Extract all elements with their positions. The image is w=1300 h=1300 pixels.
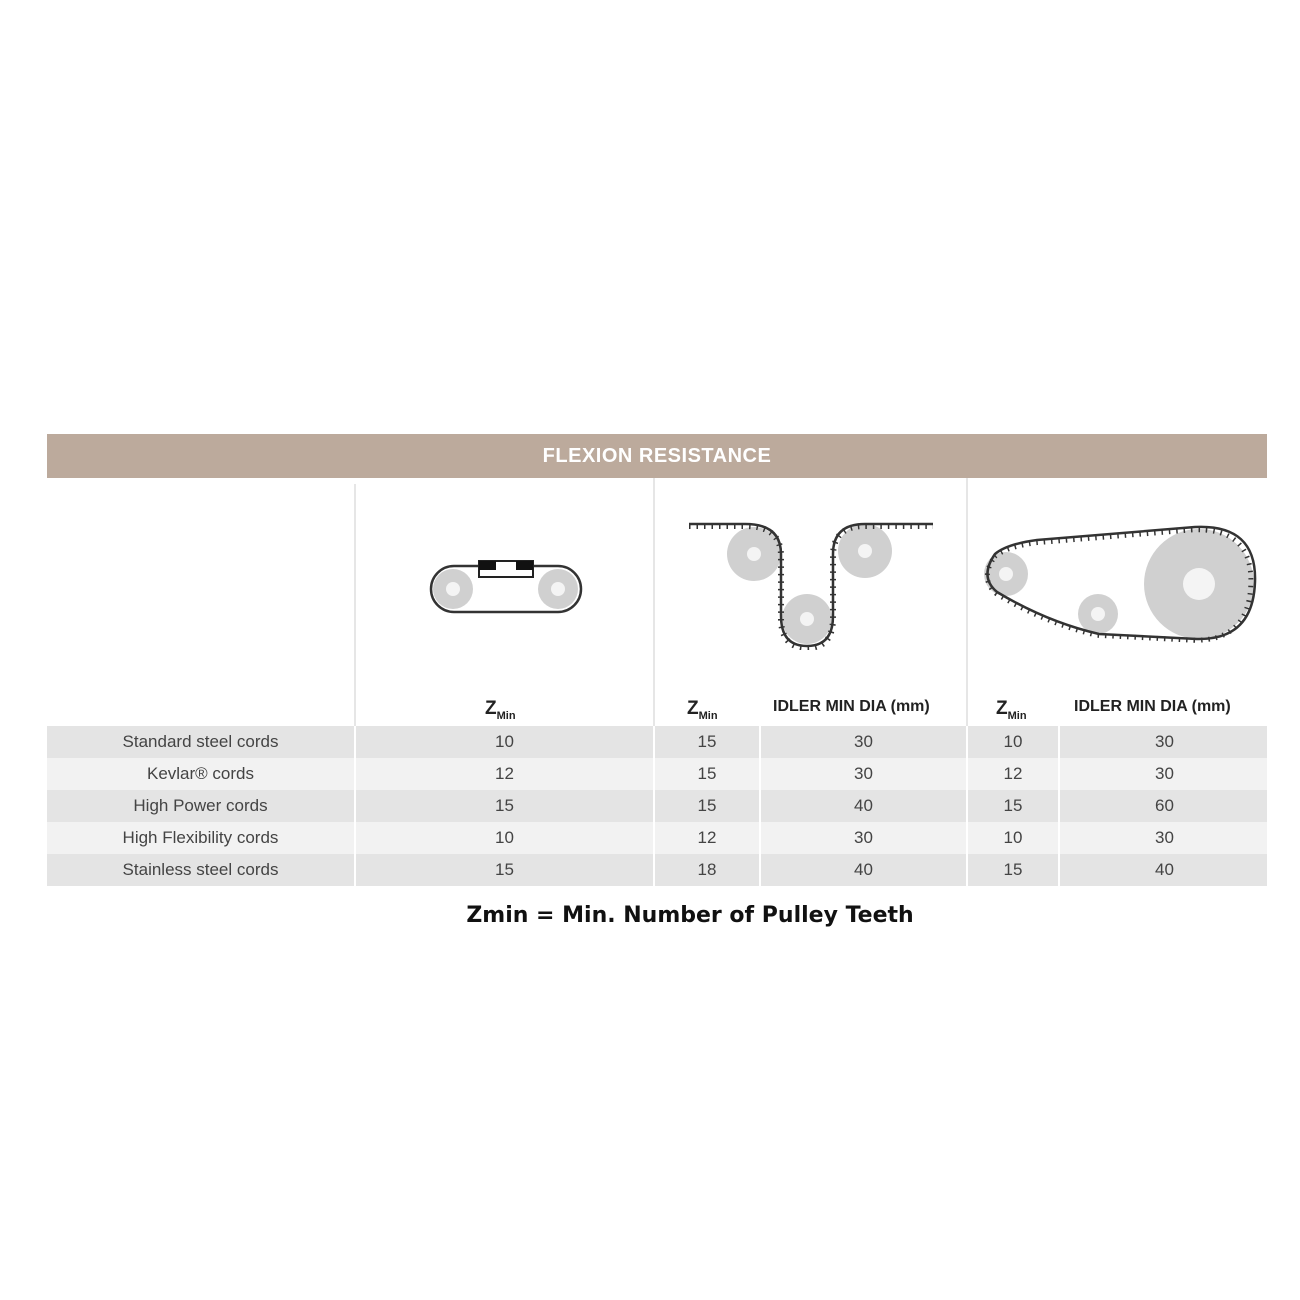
cell-idler-1: 40 [759, 854, 966, 886]
cell-zmin-1: 10 [354, 726, 653, 758]
cell-idler-1: 30 [759, 822, 966, 854]
cell-zmin-2: 15 [653, 790, 759, 822]
zmin-header-1: $Z_{Min}$ [485, 698, 516, 722]
idler-dia-header-1: IDLER MIN DIA (mm) [773, 698, 930, 715]
cell-zmin-3: 15 [966, 854, 1058, 886]
cell-zmin-3: 10 [966, 726, 1058, 758]
cell-idler-2: 30 [1058, 822, 1269, 854]
two-pulley-belt-diagram-icon [427, 558, 587, 618]
column-divider [354, 484, 356, 726]
row-label: Kevlar® cords [146, 764, 254, 783]
cell-zmin-1: 10 [354, 822, 653, 854]
table-title: FLEXION RESISTANCE [47, 434, 1267, 478]
cell-idler-2: 30 [1058, 758, 1269, 790]
zmin-header-3: $Z_{Min}$ [996, 698, 1027, 722]
table-row [47, 822, 1267, 854]
cell-idler-2: 40 [1058, 854, 1269, 886]
cell-zmin-3: 15 [966, 790, 1058, 822]
cell-zmin-3: 12 [966, 758, 1058, 790]
table-row [47, 854, 1267, 886]
cell-idler-2: 60 [1058, 790, 1269, 822]
idler-dia-header-2: IDLER MIN DIA (mm) [1074, 698, 1231, 715]
table-row [47, 758, 1267, 790]
table-row [47, 790, 1267, 822]
cell-zmin-1: 15 [354, 854, 653, 886]
cell-idler-1: 40 [759, 790, 966, 822]
cell-idler-2: 30 [1058, 726, 1269, 758]
three-pulley-drive-diagram-icon [977, 522, 1262, 648]
cell-zmin-1: 12 [354, 758, 653, 790]
column-divider [653, 478, 655, 726]
serpentine-idler-diagram-icon [685, 516, 935, 650]
cell-zmin-2: 12 [653, 822, 759, 854]
cell-idler-1: 30 [759, 758, 966, 790]
row-label: Stainless steel cords [122, 860, 279, 879]
row-label: High Power cords [133, 796, 268, 815]
cell-zmin-2: 15 [653, 726, 759, 758]
flexion-resistance-table [47, 434, 1267, 888]
zmin-footnote: Zmin = Min. Number of Pulley Teeth [466, 903, 914, 928]
column-divider [966, 478, 968, 726]
row-label: Standard steel cords [122, 732, 279, 751]
zmin-header-2: $Z_{Min}$ [687, 698, 718, 722]
cell-zmin-3: 10 [966, 822, 1058, 854]
table-row [47, 726, 1267, 758]
cell-zmin-1: 15 [354, 790, 653, 822]
cell-zmin-2: 15 [653, 758, 759, 790]
cell-idler-1: 30 [759, 726, 966, 758]
cell-zmin-2: 18 [653, 854, 759, 886]
row-label: High Flexibility cords [122, 828, 279, 847]
